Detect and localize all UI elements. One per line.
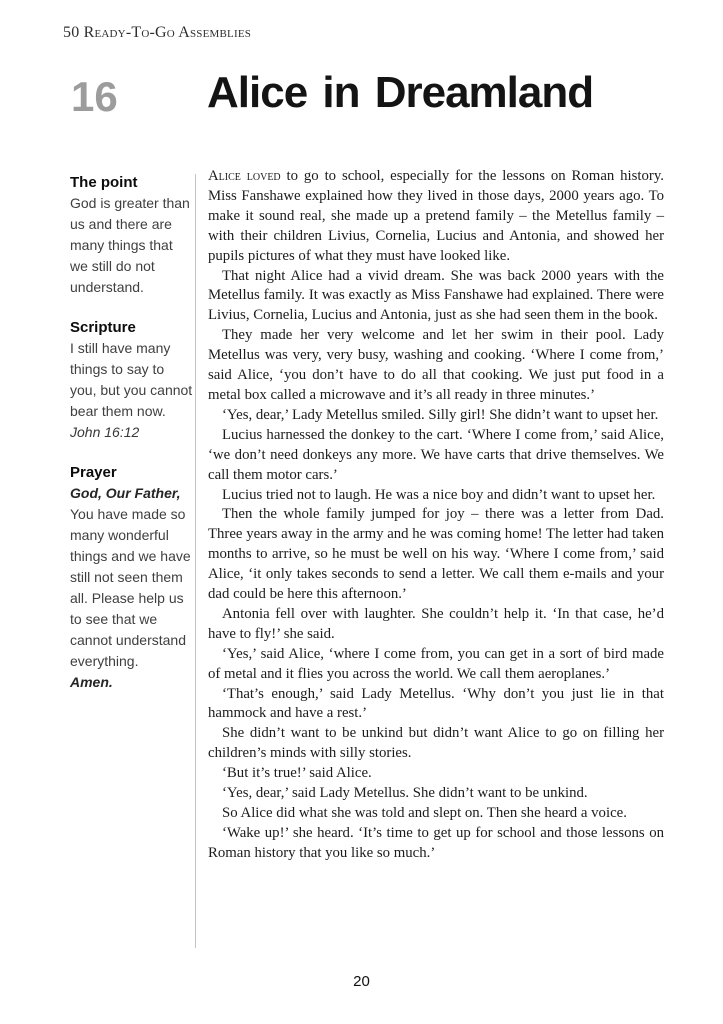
prayer-heading: Prayer [70, 464, 117, 481]
the-point-body: God is greater than us and there are many things that we still do not understand. [70, 195, 190, 295]
scripture-reference: John 16:12 [70, 424, 140, 440]
prayer-opening: God, Our Father, [70, 485, 181, 501]
story-paragraph: They made her very welcome and let her swim in their pool. Lady Metellus was very, very busy, washing and cooking. ‘Where I come from,’ said Alice, ‘you don’t have to do all that cooking. We just put food in a metal box called a microwave and it’s all ready in three minutes.’ [208, 327, 664, 403]
column-divider [195, 174, 196, 948]
the-point-heading: The point [70, 174, 138, 191]
story-paragraph: ‘Yes,’ said Alice, ‘where I come from, you can get in a sort of bird made of metal and it flies you across the world. We call them aeroplanes.’ [208, 645, 664, 682]
story-paragraph: She didn’t want to be unkind but didn’t want Alice to go on filling her children’s minds with silly stories. [208, 725, 664, 762]
sidebar-section-the-point [70, 172, 194, 298]
story-paragraph: Lucius harnessed the donkey to the cart. ‘Where I come from,’ said Alice, ‘we don’t need donkeys any more. We have carts that drive themselves. We call them motor cars.’ [208, 426, 664, 483]
story-paragraph: So Alice did what she was told and slept on. Then she heard a voice. [222, 805, 627, 821]
story-paragraph: Then the whole family jumped for joy – there was a letter from Dad. Three years away in the army and he was coming home! The letter had taken months to arrive, so he must be well on his way. ‘Where I come from,’ said Alice, ‘it only takes seconds to send a letter. We call them e-mails and your dad could be here this afternoon.’ [208, 506, 664, 603]
story-paragraph: ‘Yes, dear,’ Lady Metellus smiled. Silly girl! She didn’t want to upset her. [222, 406, 659, 423]
sidebar-section-prayer [70, 462, 194, 693]
page-number: 20 [353, 973, 370, 990]
story-paragraph: Antonia fell over with laughter. She couldn’t help it. ‘In that case, he’d have to fly!’ she said. [208, 605, 664, 642]
prayer-closing: Amen. [70, 674, 113, 690]
story-paragraph: ‘That’s enough,’ said Lady Metellus. ‘Why don’t you just lie in that hammock and have a rest.’ [208, 685, 664, 722]
chapter-number: 16 [71, 73, 118, 120]
story-paragraph: ‘Wake up!’ she heard. ‘It’s time to get up for school and those lessons on Roman history that you like so much.’ [208, 824, 664, 861]
sidebar [70, 172, 194, 712]
story-text [208, 167, 664, 864]
running-head: 50 Ready-To-Go Assemblies [63, 24, 252, 41]
scripture-heading: Scripture [70, 319, 136, 336]
story-paragraph [208, 167, 664, 267]
story-paragraph: ‘Yes, dear,’ said Lady Metellus. She didn’t want to be unkind. [222, 785, 588, 802]
scripture-body: I still have many things to say to you, but you cannot bear them now. [70, 340, 193, 419]
story-opening-rest: to go to school, especially for the lessons on Roman history. Miss Fanshawe explained how they lived in those days, 2000 years ago. To make it sound real, she made up a pretend family – the Metellus family – with their children Livius, Cornelia, Lucius and Antonia, and showed her pupils pictures of what they must have looked like. [208, 168, 664, 264]
chapter-title: Alice in Dreamland [207, 68, 594, 117]
prayer-body: You have made so many wonderful things and we have still not seen them all. Please help us to see that we cannot understand everything. [70, 506, 191, 669]
story-paragraph: That night Alice had a vivid dream. She was back 2000 years with the Metellus family. It was exactly as Miss Fanshawe had explained. There were Livius, Cornelia, Lucius and Antonia, just as she had seen them in the book. [208, 267, 664, 324]
sidebar-section-scripture [70, 317, 194, 443]
story-paragraph: Lucius tried not to laugh. He was a nice boy and didn’t want to upset her. [222, 486, 656, 503]
story-lead-in: Alice loved [208, 168, 281, 184]
story-paragraph: ‘But it’s true!’ said Alice. [222, 765, 372, 782]
